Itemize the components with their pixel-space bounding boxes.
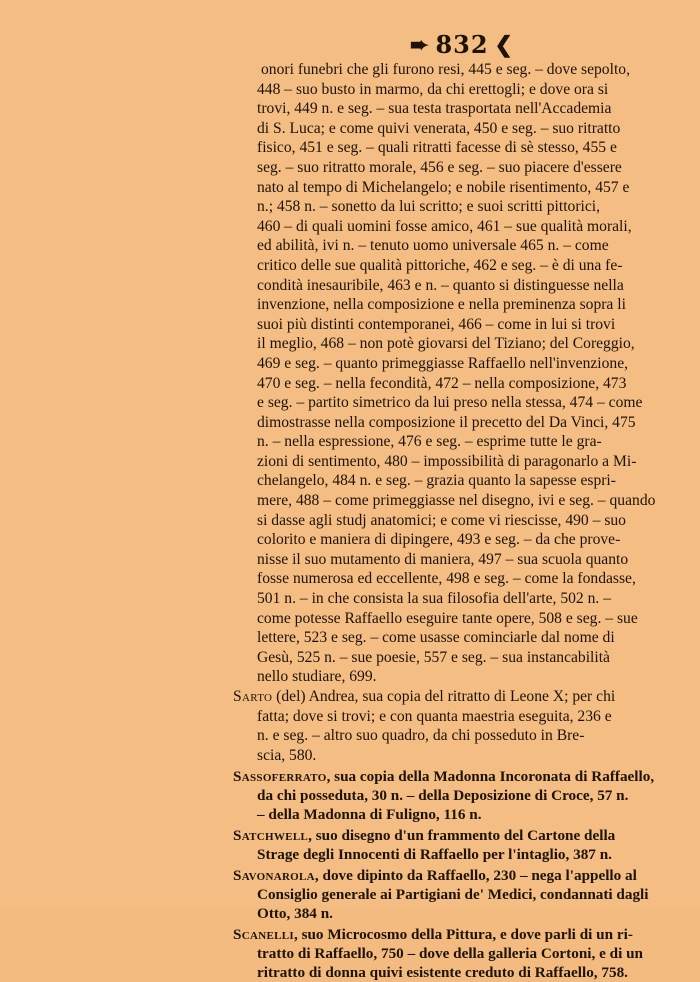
entry-line: fatta; dove si trovi; e con quanta maestria eseguita, 236 e bbox=[257, 707, 612, 725]
entry-line: nisse il suo mutamento di maniera, 497 – sua scuola quanto bbox=[257, 550, 629, 568]
entry-line: fosse numerosa ed eccellente, 498 e seg. – come la fondasse, bbox=[257, 570, 636, 588]
entry-line: condità inesauribile, 463 e n. – quanto si distinguesse nella bbox=[257, 276, 624, 294]
entry-line: il meglio, 468 – non potè giovarsi del Tiziano; del Coreggio, bbox=[257, 335, 635, 353]
entry-line: n. e seg. – altro suo quadro, da chi posseduto in Bre- bbox=[257, 727, 585, 745]
entry-headword: Sarto bbox=[233, 688, 273, 705]
entry-line: Consiglio generale ai Partigiani de' Medici, condannati dagli bbox=[257, 886, 649, 904]
index-entry bbox=[233, 826, 673, 864]
entry-line: 470 e seg. – nella fecondità, 472 – nella composizione, 473 bbox=[257, 374, 627, 392]
entry-line: trovi, 449 n. e seg. – sua testa trasportata nell'Accademia bbox=[257, 100, 612, 118]
entry-line: Gesù, 525 n. – sue poesie, 557 e seg. – sua instancabilità bbox=[257, 648, 610, 666]
entry-line: Strage degli Innocenti di Raffaello per l'intaglio, 387 n. bbox=[257, 846, 612, 864]
index-entry bbox=[233, 687, 673, 765]
index-entry bbox=[233, 925, 673, 982]
entry-line: 460 – di quali uomini fosse amico, 461 – sue qualità morali, bbox=[257, 217, 632, 235]
index-body bbox=[233, 60, 673, 982]
entry-headword: Scanelli bbox=[233, 926, 294, 944]
entry-headword: Satchwell bbox=[233, 827, 309, 845]
entry-line: seg. – suo ritratto morale, 456 e seg. – suo piacere d'essere bbox=[257, 158, 622, 176]
entry-line: colorito e maniera di dipingere, 493 e seg. – da che prove- bbox=[257, 531, 621, 549]
entry-line: n.; 458 n. – sonetto da lui scritto; e suoi scritti pittorici, bbox=[257, 198, 601, 216]
entry-line: e seg. – partito simetrico da lui preso nella stessa, 474 – come bbox=[257, 394, 643, 412]
entry-line: onori funebri che gli furono resi, 445 e seg. – dove sepolto, bbox=[261, 61, 630, 78]
entry-headword: Sassoferrato bbox=[233, 768, 327, 786]
entry-line: si dasse agli studj anatomici; e come vi riescisse, 490 – suo bbox=[257, 511, 626, 529]
entry-line: tratto di Raffaello, 750 – dove della galleria Cortoni, e di un bbox=[257, 945, 643, 963]
entry-line: ed abilità, ivi n. – tenuto uomo universale 465 n. – come bbox=[257, 237, 609, 255]
entry-line: dimostrasse nella composizione il precetto del Da Vinci, 475 bbox=[257, 413, 636, 431]
right-ornament-icon: ❮ bbox=[494, 31, 514, 58]
entry-line: ritratto di donna quivi esistente creduto di Raffaello, 758. bbox=[257, 964, 628, 982]
entry-headword: Savonarola bbox=[233, 867, 315, 885]
index-entry bbox=[233, 767, 673, 824]
entry-line: Savonarola, dove dipinto da Raffaello, 230 – nega l'appello al bbox=[233, 867, 637, 885]
entry-line: da chi posseduta, 30 n. – della Deposizione di Croce, 57 n. bbox=[257, 787, 629, 805]
entry-line: Sarto (del) Andrea, sua copia del ritratto di Leone X; per chi bbox=[233, 688, 616, 705]
entry-line: mere, 488 – come primeggiasse nel disegno, ivi e seg. – quando bbox=[257, 492, 656, 510]
entry-line: Satchwell, suo disegno d'un frammento del Cartone della bbox=[233, 827, 616, 845]
entry-line: chelangelo, 484 n. e seg. – grazia quanto la sapesse espri- bbox=[257, 472, 616, 490]
entry-line: Otto, 384 n. bbox=[257, 905, 333, 923]
entry-line: – della Madonna di Fuligno, 116 n. bbox=[257, 806, 482, 824]
entry-line: fisico, 451 e seg. – quali ritratti facesse di sè stesso, 455 e bbox=[257, 139, 617, 157]
entry-line: suoi più distinti contemporanei, 466 – come in lui si trovi bbox=[257, 315, 616, 333]
entry-line: 501 n. – in che consista la sua filosofia dell'arte, 502 n. – bbox=[257, 590, 612, 608]
entry-line: nello studiare, 699. bbox=[257, 668, 377, 686]
page-number: 832 bbox=[435, 30, 489, 59]
entry-line: di S. Luca; e come quivi venerata, 450 e seg. – suo ritratto bbox=[257, 119, 621, 137]
page-header bbox=[410, 30, 530, 59]
index-entry bbox=[233, 866, 673, 923]
entry-line: n. – nella espressione, 476 e seg. – esprime tutte le gra- bbox=[257, 433, 602, 451]
entry-line: zioni di sentimento, 480 – impossibilità di paragonarlo a Mi- bbox=[257, 452, 637, 470]
entry-line: come potesse Raffaello eseguire tante opere, 508 e seg. – sue bbox=[257, 609, 638, 627]
entry-line: nato al tempo di Michelangelo; e nobile risentimento, 457 e bbox=[257, 178, 630, 196]
entry-line: 469 e seg. – quanto primeggiasse Raffaello nell'invenzione, bbox=[257, 354, 629, 372]
entry-line: critico delle sue qualità pittoriche, 462 e seg. – è di una fe- bbox=[257, 256, 623, 274]
entry-line: Sassoferrato, sua copia della Madonna Incoronata di Raffaello, bbox=[233, 768, 655, 786]
left-ornament-icon: ➨ bbox=[410, 31, 430, 58]
entry-line: 448 – suo busto in marmo, da chi erettogli; e dove ora si bbox=[257, 80, 609, 98]
entry-line: lettere, 523 e seg. – come usasse cominciarle dal nome di bbox=[257, 629, 615, 647]
entry-line: scia, 580. bbox=[257, 746, 317, 764]
entry-line: Scanelli, suo Microcosmo della Pittura, e dove parli di un ri- bbox=[233, 926, 633, 944]
index-entry bbox=[233, 60, 673, 687]
entry-line: invenzione, nella composizione e nella preminenza sopra li bbox=[257, 296, 626, 314]
